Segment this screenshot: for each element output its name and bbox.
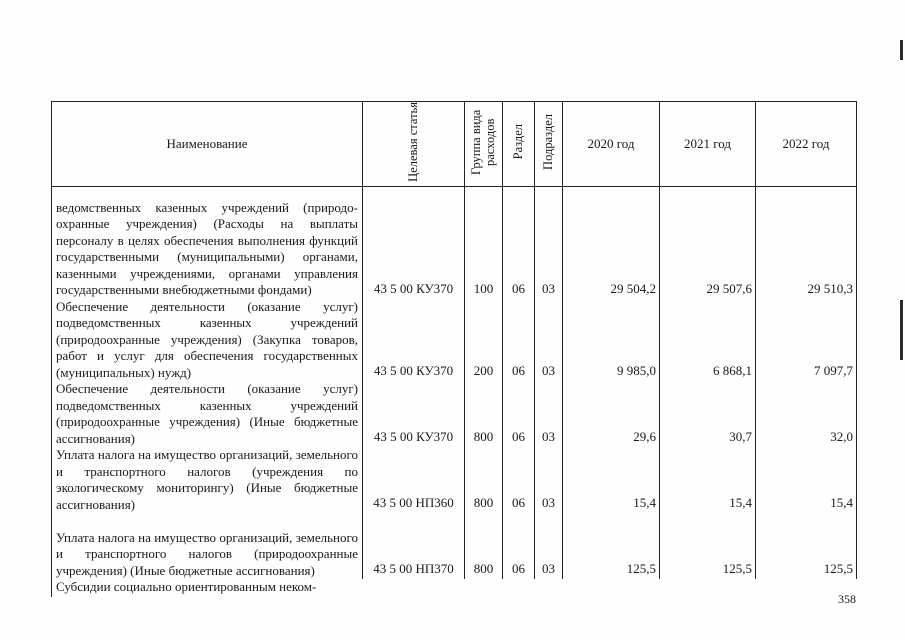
- row-target: 43 5 00 КУ370: [363, 187, 465, 299]
- row-subsection: 03: [535, 447, 563, 513]
- table-row: [52, 579, 857, 597]
- row-2022: 7 097,7: [756, 299, 857, 382]
- row-subsection: 03: [535, 513, 563, 579]
- header-name: Наименование: [52, 102, 363, 187]
- row-2021: 29 507,6: [660, 187, 756, 299]
- scan-edge-mark: [900, 40, 903, 60]
- row-target: 43 5 00 КУ370: [363, 381, 465, 447]
- row-group: 100: [465, 187, 503, 299]
- header-subsection: Подраздел: [535, 102, 563, 187]
- row-group: 800: [465, 381, 503, 447]
- header-expense-group: Группа вида расходов: [465, 102, 503, 187]
- row-2020: [563, 579, 660, 597]
- table-row: [52, 381, 857, 447]
- row-group: 800: [465, 447, 503, 513]
- header-2022: 2022 год: [756, 102, 857, 187]
- row-section: 06: [503, 447, 535, 513]
- row-name: ведомственных казенных учреждений (природо-охранные учреждения) (Расходы на выплаты персоналу в целях обеспечения выполнения функций государственными (муниципальными) органами, казенными учреждениями, органами управления государственными внебюджетными фондами): [52, 187, 363, 299]
- page-number: 358: [838, 592, 856, 606]
- row-name: Субсидии социально ориентированным неком-: [52, 579, 363, 597]
- row-2021: 30,7: [660, 381, 756, 447]
- row-name: Уплата налога на имущество организаций, земельного и транспортного налогов (учреждения по экологическому мониторингу) (Иные бюджетные ассигнования): [52, 447, 363, 513]
- row-2021: 15,4: [660, 447, 756, 513]
- row-group: 800: [465, 513, 503, 579]
- table-row: [52, 299, 857, 382]
- row-target: 43 5 00 НП370: [363, 513, 465, 579]
- row-subsection: 03: [535, 381, 563, 447]
- row-name: Уплата налога на имущество организаций, земельного и транспортного налогов (природоохранные учреждения) (Иные бюджетные ассигнования): [52, 513, 363, 579]
- row-subsection: 03: [535, 187, 563, 299]
- scan-edge-mark: [900, 300, 903, 360]
- header-target-article: Целевая статья: [363, 102, 465, 187]
- row-section: 06: [503, 513, 535, 579]
- row-section: 06: [503, 381, 535, 447]
- row-2020: 9 985,0: [563, 299, 660, 382]
- row-2021: [660, 579, 756, 597]
- row-section: 06: [503, 187, 535, 299]
- row-group: 200: [465, 299, 503, 382]
- row-2020: 29,6: [563, 381, 660, 447]
- row-2022: 29 510,3: [756, 187, 857, 299]
- row-name: Обеспечение деятельности (оказание услуг) подведомственных казенных учреждений (природоохранные учреждения) (Иные бюджетные ассигнования): [52, 381, 363, 447]
- row-name: Обеспечение деятельности (оказание услуг) подведомственных казенных учреждений (природоохранные учреждения) (Закупка товаров, работ и услуг для обеспечения государственных (муниципальных) нужд): [52, 299, 363, 382]
- header-2021: 2021 год: [660, 102, 756, 187]
- header-row: [52, 102, 857, 187]
- row-target: 43 5 00 НП360: [363, 447, 465, 513]
- table-row: [52, 447, 857, 513]
- row-section: 06: [503, 299, 535, 382]
- header-section: Раздел: [503, 102, 535, 187]
- row-subsection: [535, 579, 563, 597]
- row-2022: 32,0: [756, 381, 857, 447]
- table-row: [52, 513, 857, 579]
- row-2022: 15,4: [756, 447, 857, 513]
- row-section: [503, 579, 535, 597]
- budget-table: [51, 101, 857, 597]
- row-group: [465, 579, 503, 597]
- table-row: [52, 187, 857, 299]
- row-2020: 125,5: [563, 513, 660, 579]
- row-target: 43 5 00 КУ370: [363, 299, 465, 382]
- header-2020: 2020 год: [563, 102, 660, 187]
- row-2022: 125,5: [756, 513, 857, 579]
- row-subsection: 03: [535, 299, 563, 382]
- row-target: [363, 579, 465, 597]
- row-2020: 15,4: [563, 447, 660, 513]
- row-2020: 29 504,2: [563, 187, 660, 299]
- row-2021: 125,5: [660, 513, 756, 579]
- row-2021: 6 868,1: [660, 299, 756, 382]
